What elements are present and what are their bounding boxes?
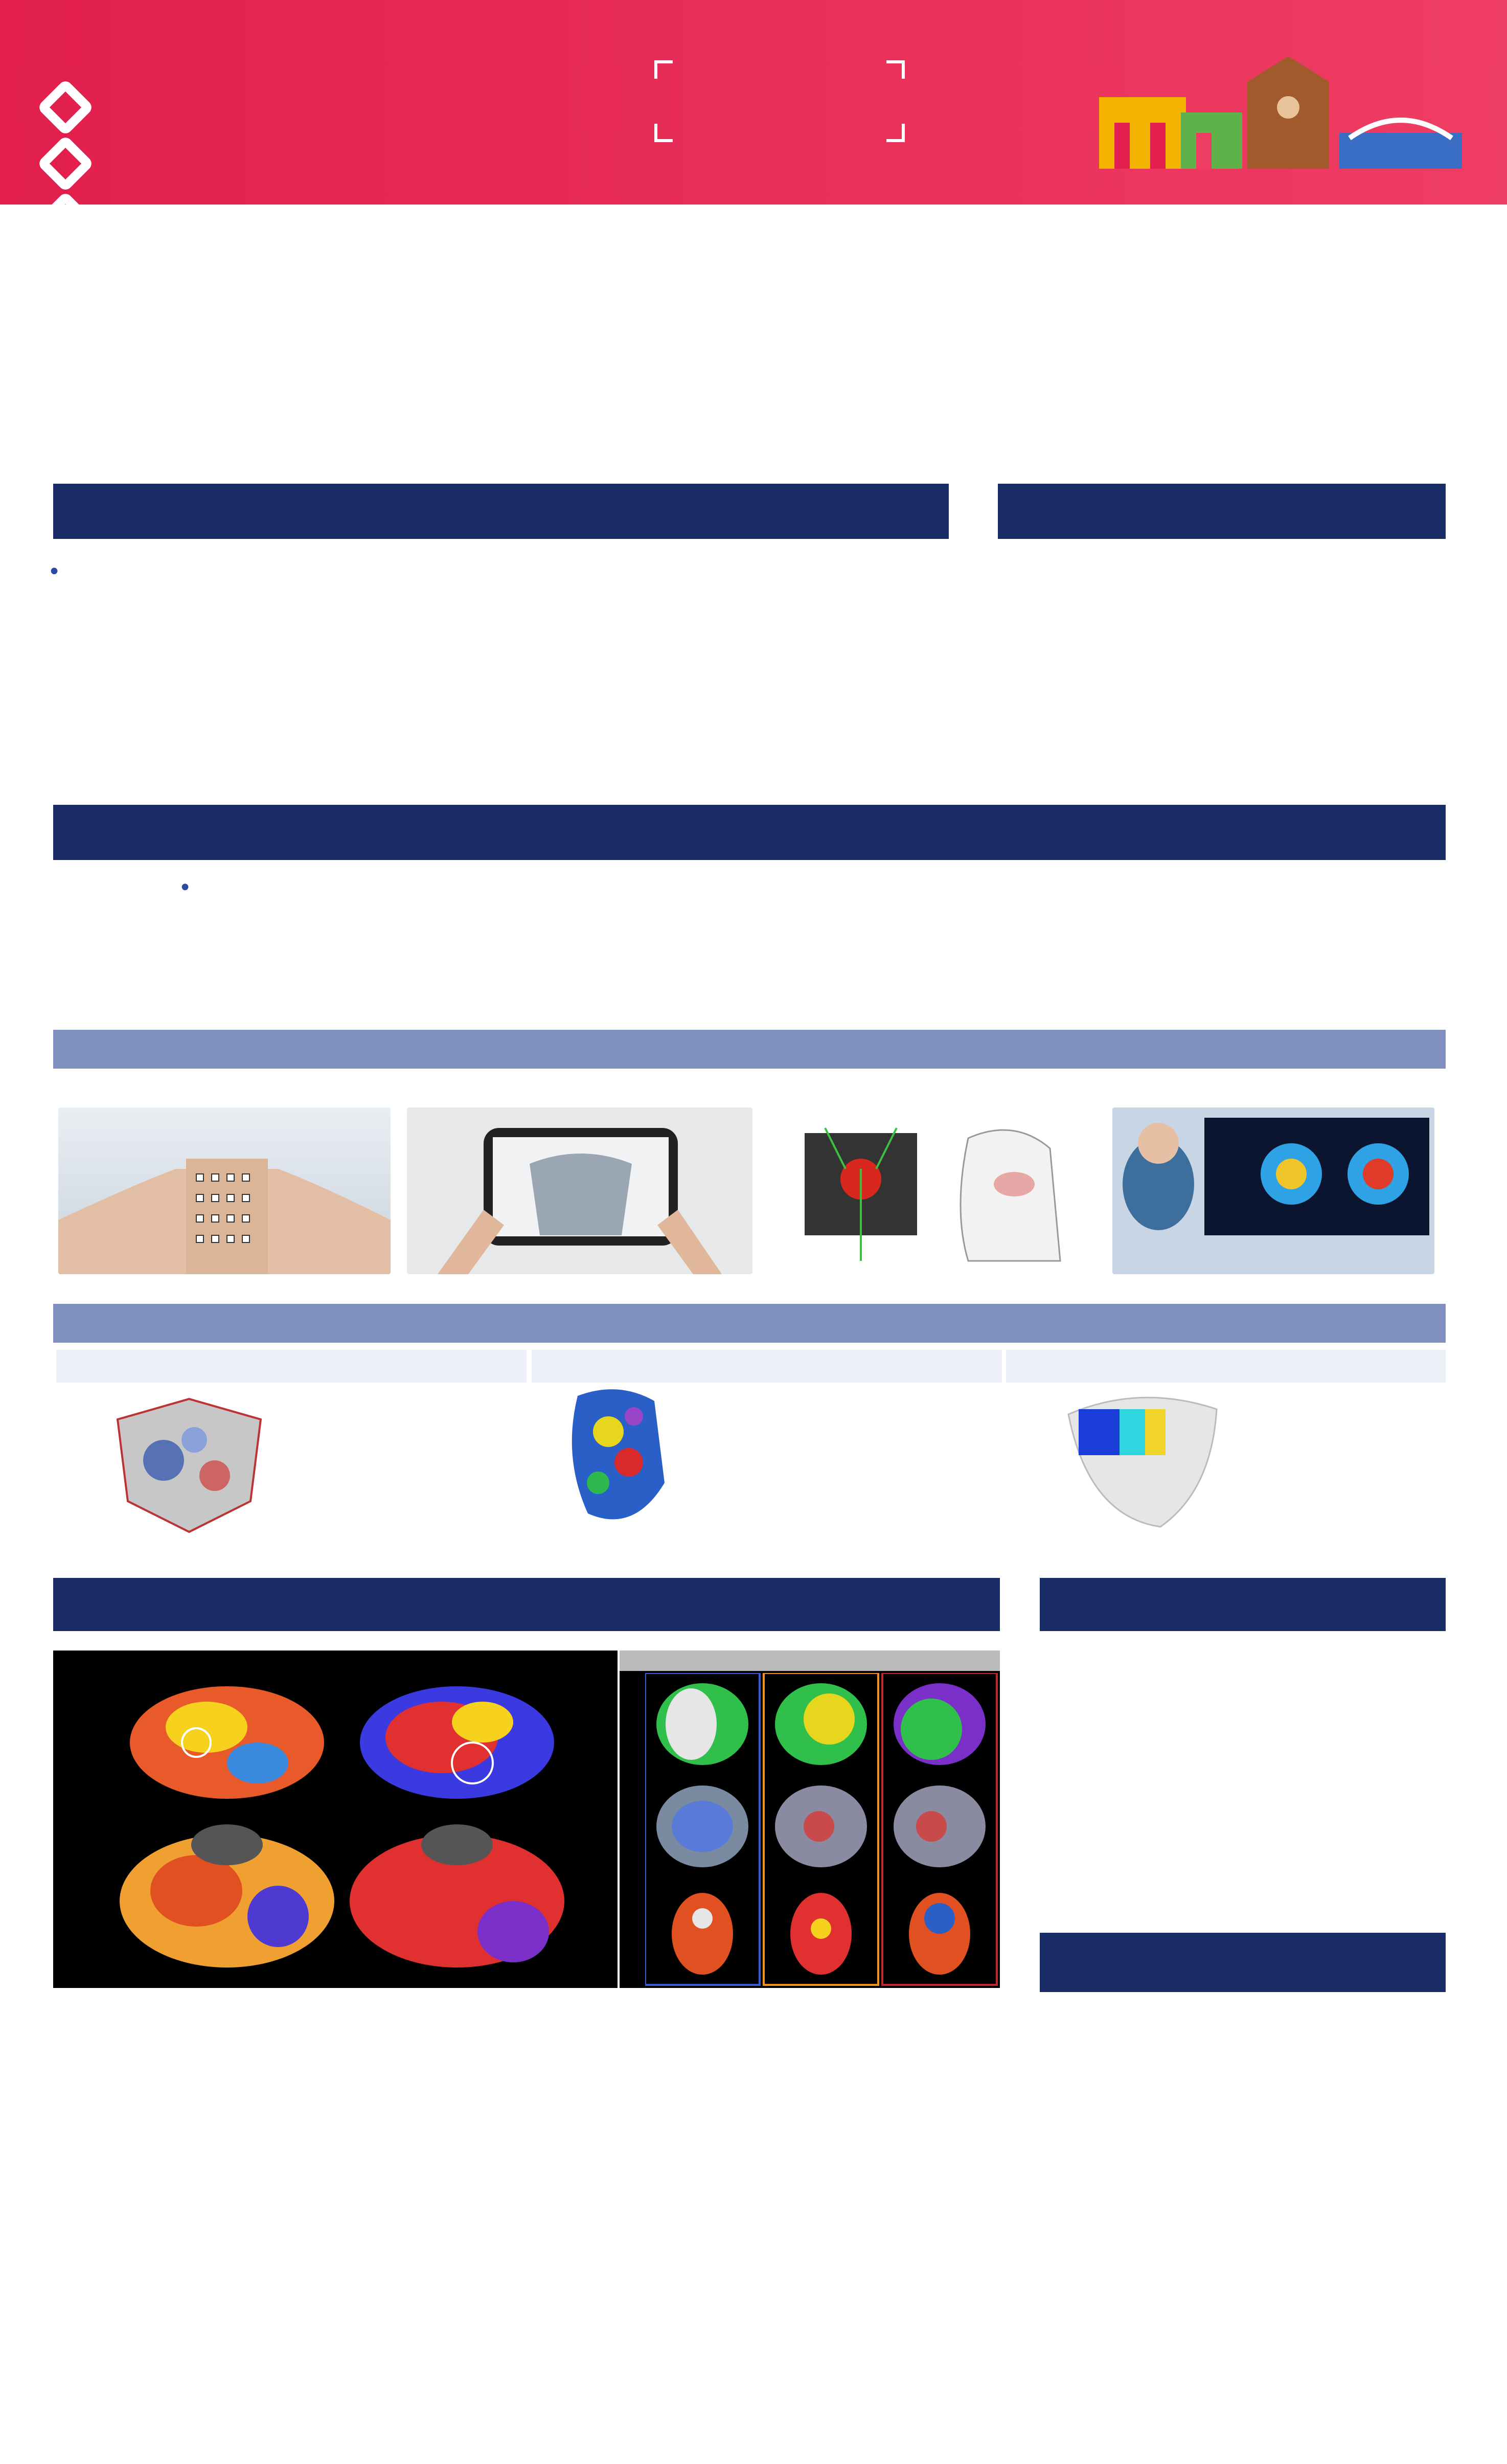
- lge-cmr-column-title: [56, 1350, 527, 1383]
- torso-reconstruction-image: [407, 1107, 752, 1274]
- sensor-vest-image: [58, 1107, 391, 1274]
- patients-group-icon: [77, 879, 179, 987]
- antecedentes-bullets: [46, 548, 946, 555]
- antecedentes-heading: [53, 484, 949, 539]
- conference-header: [0, 0, 1507, 205]
- sustrato-heading: [53, 1304, 1446, 1343]
- lge-cmr-heart-image: [102, 1389, 276, 1537]
- tarragona-monuments-illustration: [1084, 56, 1482, 179]
- conference-dates: [654, 60, 905, 142]
- modality-comparison-figure: [620, 1651, 1000, 1988]
- eam-column-title: [532, 1350, 1002, 1383]
- conclusion-heading: [1040, 1578, 1446, 1631]
- agradecimientos-heading: [1040, 1933, 1446, 1992]
- regional-tat-chart: [598, 2025, 1002, 2311]
- rtat-charts: [53, 2025, 692, 2342]
- real-time-mapping-image: [1112, 1107, 1434, 1274]
- objetivo-heading: [998, 484, 1446, 539]
- dz-legend: [675, 1401, 981, 1407]
- activation-maps-figure: [53, 1651, 618, 1988]
- ecgi-column-title: [1006, 1350, 1446, 1383]
- ecgi-heart-image: [1058, 1389, 1227, 1537]
- geometry-assessment-image: [774, 1107, 1101, 1274]
- resultados-heading: [53, 1578, 1000, 1631]
- eam-heart-image: [557, 1381, 675, 1534]
- workflow-heading: [53, 1030, 1446, 1069]
- metodos-heading: [53, 805, 1446, 860]
- sponsor-logos: [0, 2378, 1507, 2464]
